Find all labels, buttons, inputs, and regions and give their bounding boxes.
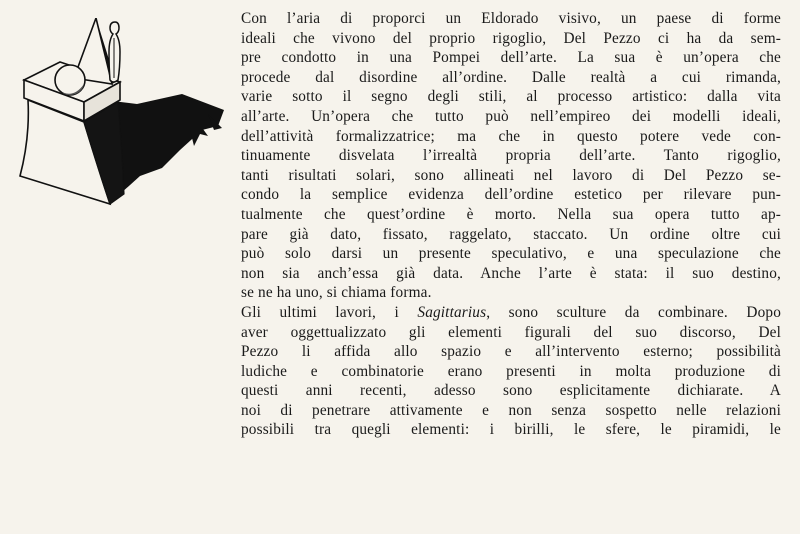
text-line: pre condotto in una Pompei dell’arte. La sua è un’opera che xyxy=(241,49,781,67)
text-line: tualmente che quest’ordine è morto. Nella sua opera tutto ap- xyxy=(241,205,781,223)
text-line: può solo darsi un presente speculativo, e una speculazione che xyxy=(241,245,781,263)
text-line: questi anni recenti, adesso sono esplicitamente dichiarate. A xyxy=(241,382,781,400)
sculpture-still-life-icon xyxy=(12,18,230,206)
text-line: tanti risultati solari, sono allineati nel lavoro di Del Pezzo se- xyxy=(241,166,781,184)
text-line: possibili tra quegli elementi: i birilli, le sfere, le piramidi, le xyxy=(241,421,781,439)
text-line: varie sotto il segno degli stili, al processo artistico: dalla vita xyxy=(241,88,781,106)
text-line: procede dal disordine all’ordine. Dalle realtà a cui rimanda, xyxy=(241,68,781,86)
text-line: aver oggettualizzato gli elementi figurali del suo discorso, Del xyxy=(241,323,781,341)
work-title: Sagittarius xyxy=(417,303,487,321)
text-line: Pezzo li affida allo spazio e all’intervento esterno; possibilità xyxy=(241,343,781,361)
text-line: condo la semplice evidenza dell’ordine estetico per rilevare pun- xyxy=(241,186,781,204)
text-line xyxy=(241,303,781,323)
text-line: noi di penetrare attivamente e non senza sospetto nelle relazioni xyxy=(241,401,781,419)
text-line: tinuamente disvelata l’irrealtà propria dell’arte. Tanto rigoglio, xyxy=(241,147,781,165)
text-line: non sia anch’essa già data. Anche l’arte è stata: il suo destino, xyxy=(241,264,781,282)
paragraph-1 xyxy=(241,9,781,303)
text-line: pare già dato, fissato, raggelato, staccato. Un ordine oltre cui xyxy=(241,225,781,243)
article-text xyxy=(241,9,781,440)
text-fragment: Gli ultimi lavori, i xyxy=(241,303,418,321)
text-line: all’arte. Un’opera che tutto può nell’empireo dei modelli ideali, xyxy=(241,107,781,125)
text-fragment: , sono sculture da combinare. Dopo xyxy=(486,303,781,321)
text-line: ludiche e combinatorie erano presenti in molta produzione di xyxy=(241,362,781,380)
text-line: ideali che vivono del proprio rigoglio, Del Pezzo ci ha da sem- xyxy=(241,29,781,47)
text-line: Con l’aria di proporci un Eldorado visivo, un paese di forme xyxy=(241,10,781,27)
text-line: se ne ha uno, si chiama forma. xyxy=(241,284,432,302)
text-line: dell’attività formalizzatrice; ma che in questo potere vede con- xyxy=(241,127,781,145)
paragraph-2 xyxy=(241,303,781,440)
